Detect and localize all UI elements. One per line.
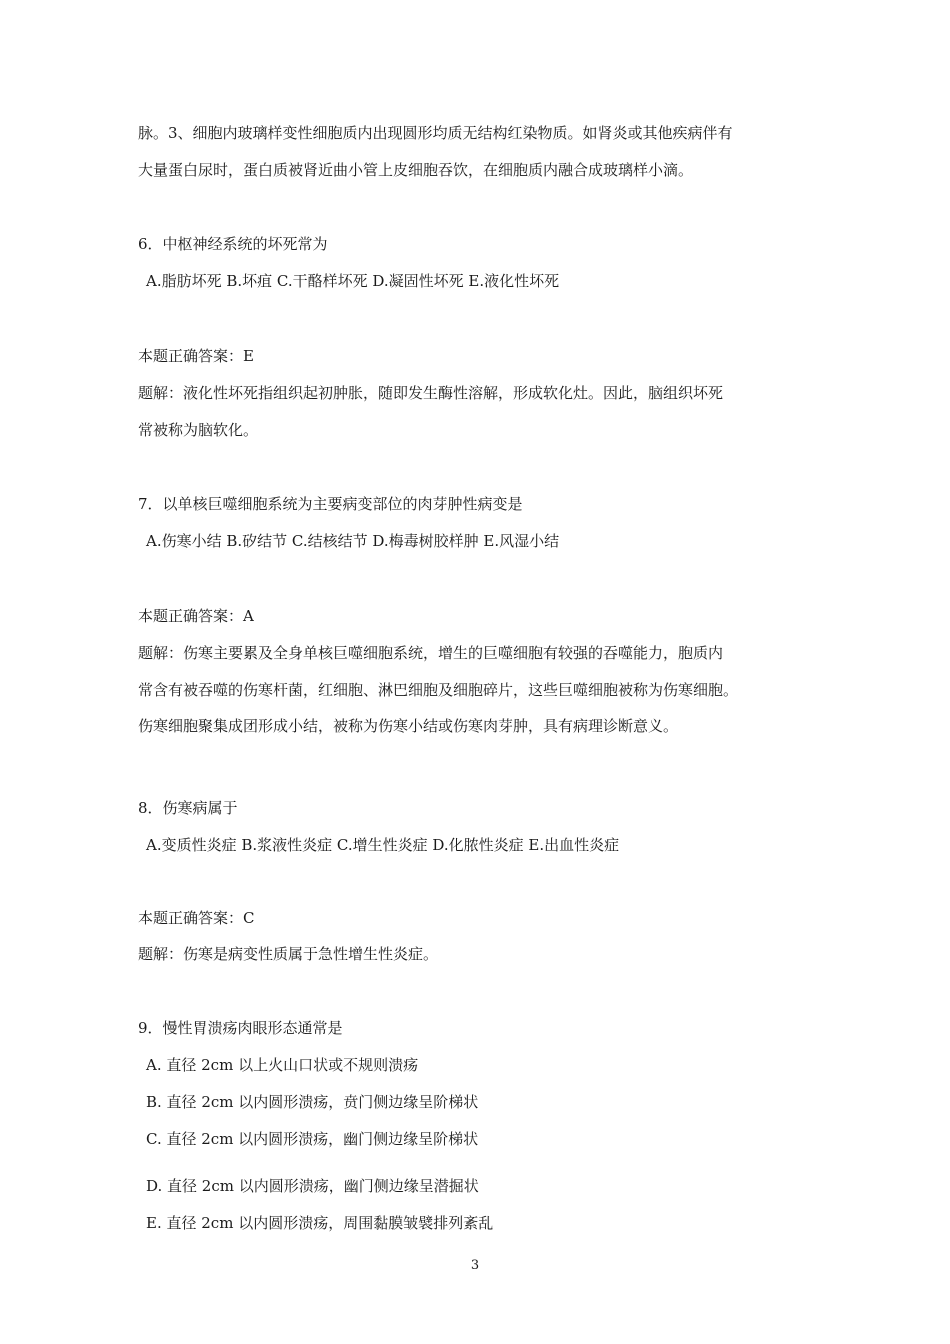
q6-question: 6．中枢神经系统的坏死常为 xyxy=(138,235,328,253)
q8-options: A.变质性炎症 B.浆液性炎症 C.增生性炎症 D.化脓性炎症 E.出血性炎症 xyxy=(146,836,620,854)
q7-explanation-line: 伤寒细胞聚集成团形成小结，被称为伤寒小结或伤寒肉芽肿，具有病理诊断意义。 xyxy=(138,717,679,735)
q8-question: 8．伤寒病属于 xyxy=(138,799,238,817)
intro-line-1: 脉。3、细胞内玻璃样变性细胞质内出现圆形均质无结构红染物质。如肾炎或其他疾病伴有 xyxy=(138,124,733,142)
q7-question: 7．以单核巨噬细胞系统为主要病变部位的肉芽肿性病变是 xyxy=(138,495,523,513)
q7-options: A.伤寒小结 B.矽结节 C.结核结节 D.梅毒树胶样肿 E.风湿小结 xyxy=(146,532,560,550)
q6-explanation-line: 常被称为脑软化。 xyxy=(138,421,259,439)
q7-explanation-line: 题解：伤寒主要累及全身单核巨噬细胞系统，增生的巨噬细胞有较强的吞噬能力，胞质内 xyxy=(138,644,724,662)
q9-option-d: D. 直径 2cm 以内圆形溃疡，幽门侧边缘呈潜掘状 xyxy=(146,1177,479,1195)
q9-option-a: A. 直径 2cm 以上火山口状或不规则溃疡 xyxy=(146,1056,419,1074)
q9-question: 9．慢性胃溃疡肉眼形态通常是 xyxy=(138,1019,343,1037)
q6-options: A.脂肪坏死 B.坏疽 C.干酪样坏死 D.凝固性坏死 E.液化性坏死 xyxy=(146,272,560,290)
q6-explanation-line: 题解：液化性坏死指组织起初肿胀，随即发生酶性溶解，形成软化灶。因此，脑组织坏死 xyxy=(138,384,724,402)
page-number: 3 xyxy=(470,1258,480,1273)
intro-line-2: 大量蛋白尿时，蛋白质被肾近曲小管上皮细胞吞饮，在细胞质内融合成玻璃样小滴。 xyxy=(138,161,694,179)
q8-explanation-line: 题解：伤寒是病变性质属于急性增生性炎症。 xyxy=(138,945,439,963)
q7-answer: 本题正确答案：A xyxy=(138,607,254,625)
q9-option-e: E. 直径 2cm 以内圆形溃疡，周围黏膜皱襞排列紊乱 xyxy=(146,1214,494,1232)
q9-option-c: C. 直径 2cm 以内圆形溃疡，幽门侧边缘呈阶梯状 xyxy=(146,1130,479,1148)
q9-option-b: B. 直径 2cm 以内圆形溃疡，贲门侧边缘呈阶梯状 xyxy=(146,1093,479,1111)
q6-answer: 本题正确答案：E xyxy=(138,347,254,365)
q8-answer: 本题正确答案：C xyxy=(138,909,255,927)
q7-explanation-line: 常含有被吞噬的伤寒杆菌，红细胞、淋巴细胞及细胞碎片，这些巨噬细胞被称为伤寒细胞。 xyxy=(138,681,739,699)
